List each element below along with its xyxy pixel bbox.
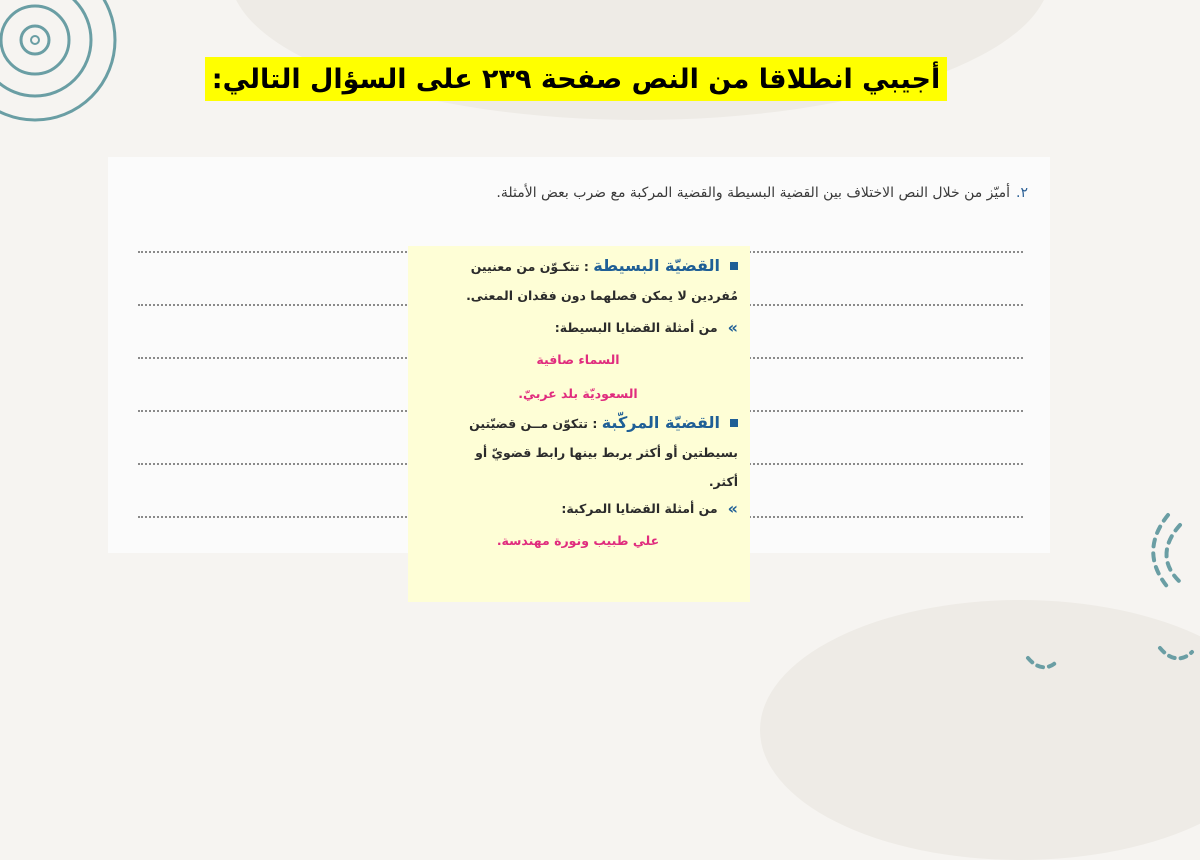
- page-title: أجيبي انطلاقا من النص صفحة ٢٣٩ على السؤال التالي:: [205, 57, 947, 101]
- simple-example: السماء صافية: [536, 352, 620, 367]
- compound-definition-2: بسيطتين أو أكثر يربط بينها رابط قضويّ أو: [475, 445, 738, 460]
- concentric-circles-decoration: [0, 0, 130, 140]
- question-number: ٢.: [1016, 185, 1028, 201]
- compound-definition-3: أكثر.: [708, 474, 738, 489]
- compound-definition-1: : تتكوّن مــن قضيّتين: [469, 416, 598, 431]
- compound-example: علي طبيب ونورة مهندسة.: [496, 533, 660, 548]
- simple-examples-label-row: [418, 313, 738, 343]
- question-text: أميّز من خلال النص الاختلاف بين القضية البسيطة والقضية المركبة مع ضرب بعض الأمثلة.: [496, 185, 1011, 201]
- simple-example: السعوديّة بلد عربيّ.: [518, 386, 638, 401]
- answer-box: [408, 246, 750, 602]
- simple-proposition-heading: [418, 254, 738, 279]
- simple-proposition-term: القضيّة البسيطة: [593, 256, 720, 275]
- square-bullet-icon: [730, 419, 738, 427]
- simple-definition-2: مُفردين لا يمكن فصلهما دون فقدان المعنى.: [466, 288, 738, 303]
- square-bullet-icon: [730, 262, 738, 270]
- question: [496, 185, 1028, 201]
- guillemet-icon: »: [727, 499, 738, 518]
- dashed-curves-decoration: [1140, 510, 1190, 600]
- compound-proposition-term: القضيّة المركّبة: [601, 413, 720, 432]
- compound-examples-label-row: [418, 494, 738, 524]
- background-blob-bottom: [760, 600, 1200, 860]
- simple-definition-1: : تتكـوّن من معنيين: [470, 259, 589, 274]
- dashed-curves-bottom-decoration: [1020, 640, 1200, 675]
- simple-examples-label: من أمثلة القضايا البسيطة:: [554, 320, 718, 335]
- compound-examples-label: من أمثلة القضايا المركبة:: [561, 501, 718, 516]
- guillemet-icon: »: [727, 318, 738, 337]
- compound-proposition-heading: [418, 411, 738, 436]
